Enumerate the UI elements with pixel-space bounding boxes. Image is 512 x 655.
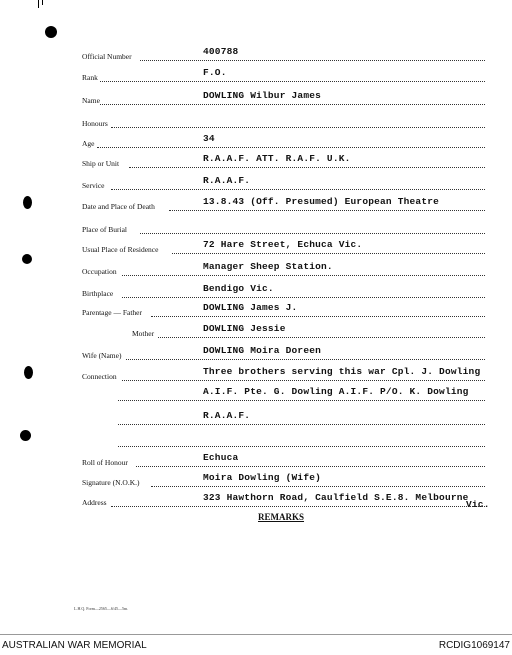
dotted-line [122,275,485,276]
field-label: Name [82,96,100,105]
dotted-line [118,400,485,401]
field-value: R.A.A.F. ATT. R.A.F. U.K. [203,153,351,164]
dotted-line [136,466,485,467]
dotted-line [172,253,485,254]
remarks-heading: REMARKS [258,512,305,522]
dotted-line [100,104,485,105]
field-label: Connection [82,372,117,381]
punch-hole-3 [24,366,33,379]
dotted-line [111,189,485,190]
field-label: Address [82,498,107,507]
field-label: Honours [82,119,108,128]
field-value: Moira Dowling (Wife) [203,472,322,483]
dotted-line [151,486,485,487]
field-label: Date and Place of Death [82,202,155,211]
field-value: 34 [203,133,215,144]
field-label: Signature (N.O.K.) [82,478,140,487]
dotted-line [140,60,485,61]
dotted-line [122,297,485,298]
field-value: 323 Hawthorn Road, Caulfield S.E.8. Melbourne [203,492,469,503]
dotted-line [158,337,485,338]
field-label: Roll of Honour [82,458,128,467]
field-value: R.A.A.F. [203,410,251,421]
field-label: Ship or Unit [82,159,120,168]
dotted-line [140,233,485,234]
dotted-line [169,210,485,211]
field-value: Manager Sheep Station. [203,261,333,272]
punch-hole-2 [22,254,32,264]
field-label: Official Number [82,52,132,61]
form-code: L.H.Q. Form—2565—6/45—5m. [74,606,129,611]
field-label: Wife (Name) [82,351,122,360]
dotted-line [126,359,485,360]
field-label: Rank [82,73,98,82]
dotted-line [151,316,485,317]
field-label: Age [82,139,95,148]
record-id: RCDIG1069147 [438,640,510,651]
archive-name: AUSTRALIAN WAR MEMORIAL [2,640,147,651]
dotted-line [129,167,485,168]
field-value: DOWLING Moira Doreen [203,345,322,356]
field-label: Mother [132,329,155,338]
corner-mark-2 [42,0,43,5]
corner-mark [38,0,39,8]
field-value: Three brothers serving this war Cpl. J. Dowling [203,366,481,377]
field-value: 400788 [203,46,239,57]
dotted-line [100,81,485,82]
dotted-line [118,424,485,425]
field-value: 72 Hare Street, Echuca Vic. [203,239,363,250]
dotted-line [122,380,485,381]
field-value: 13.8.43 (Off. Presumed) European Theatre [203,196,440,207]
field-label: Birthplace [82,289,114,298]
dotted-line [97,147,485,148]
field-value: DOWLING James J. [203,302,298,313]
address-continuation: Vic. [466,499,490,510]
field-label: Occupation [82,267,117,276]
punch-hole-4 [20,430,31,441]
dotted-line [118,446,485,447]
field-value: DOWLING Wilbur James [203,90,322,101]
dotted-line [111,506,485,507]
field-label: Place of Burial [82,225,127,234]
field-label: Usual Place of Residence [82,245,159,254]
punch-hole-top [45,26,57,38]
field-value: Bendigo Vic. [203,283,274,294]
archive-footer [0,634,512,655]
field-label: Service [82,181,105,190]
punch-hole-1 [23,196,32,209]
dotted-line [111,127,485,128]
field-value: Echuca [203,452,239,463]
field-label: Parentage — Father [82,308,142,317]
field-value: F.O. [203,67,227,78]
field-value: DOWLING Jessie [203,323,286,334]
field-value: A.I.F. Pte. G. Dowling A.I.F. P/O. K. Dowling [203,386,469,397]
field-value: R.A.A.F. [203,175,251,186]
